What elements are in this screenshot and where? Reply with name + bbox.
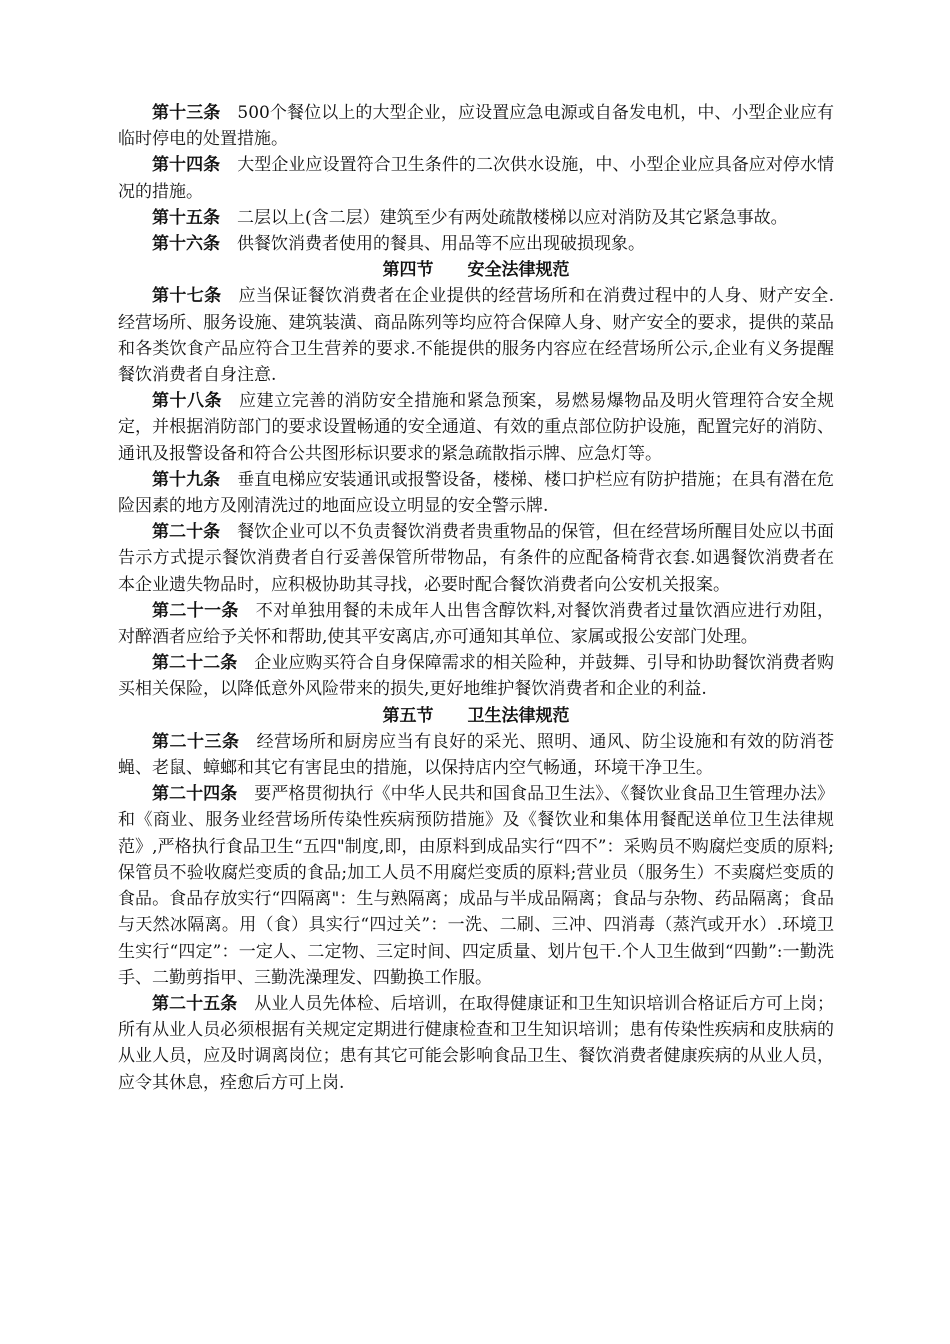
article-label: 第二十五条 [152, 993, 238, 1014]
article-label: 第二十条 [152, 522, 221, 543]
article-label: 第十五条 [152, 207, 220, 228]
article-13 [118, 100, 834, 152]
article-22 [118, 650, 834, 702]
section-number: 第五节 [382, 705, 434, 726]
section-heading-5 [118, 703, 834, 729]
article-label: 第十四条 [152, 155, 221, 176]
article-label: 第十三条 [152, 103, 221, 123]
article-23 [118, 729, 834, 781]
article-text: 从业人员先体检、后培训，在取得健康证和卫生知识培训合格证后方可上岗；所有从业人员必须根据有关规定定期进行健康检查和卫生知识培训；患有传染性疾病和皮肤病的从业人员，应及时调离岗位；患有其它可能会影响食品卫生、餐饮消费者健康疾病的从业人员，应令其休息，痊愈后方可上岗. [118, 993, 835, 1093]
article-15 [118, 205, 834, 231]
article-label: 第十六条 [152, 234, 220, 255]
article-label: 第二十四条 [152, 784, 238, 805]
article-label: 第二十三条 [152, 731, 240, 752]
article-20 [118, 519, 834, 598]
article-text: 500个餐位以上的大型企业，应设置应急电源或自备发电机，中、小型企业应有临时停电的处置措施。 [118, 103, 835, 150]
article-text: 要严格贯彻执行《中华人民共和国食品卫生法》、《餐饮业食品卫生管理办法》和《商业、服务业经营场所传染性疾病预防措施》及《餐饮业和集体用餐配送单位卫生法律规范》,严格执行食品卫生“五四"制度,即，由原料到成品实行“四不”：采购员不购腐烂变质的原料;保管员不验收腐烂变质的食品;加工人员不用腐烂变质的原料;营业员（服务生）不卖腐烂变质的食品。食品存放实行“四隔离"：生与熟隔离；成品与半成品隔离；食品与杂物、药品隔离；食品与天然冰隔离。用（食）具实行“四过关”：一洗、二刷、三冲、四消毒（蒸汽或开水）.环境卫生实行“四定”：一定人、二定物、三定时间、四定质量、划片包干.个人卫生做到“四勤”:一勤洗手、二勤剪指甲、三勤洗澡理发、四勤换工作服。 [118, 784, 835, 988]
article-17 [118, 283, 834, 388]
article-text: 经营场所和厨房应当有良好的采光、照明、通风、防尘设施和有效的防消苍蝇、老鼠、蟑螂和其它有害昆虫的措施，以保持店内空气畅通，环境干净卫生。 [118, 731, 835, 779]
document-page [118, 100, 834, 1096]
article-text: 应当保证餐饮消费者在企业提供的经营场所和在消费过程中的人身、财产安全.经营场所、服务设施、建筑装潢、商品陈列等均应符合保障人身、财产安全的要求，提供的菜品和各类饮食产品应符合卫生营养的要求.不能提供的服务内容应在经营场所公示,企业有义务提醒餐饮消费者自身注意. [118, 286, 835, 386]
article-label: 第二十二条 [152, 653, 238, 674]
article-text: 企业应购买符合自身保障需求的相关险种，并鼓舞、引导和协助餐饮消费者购买相关保险，以降低意外风险带来的损失,更好地维护餐饮消费者和企业的利益. [118, 653, 835, 700]
article-19 [118, 467, 834, 519]
article-label: 第十九条 [152, 469, 221, 490]
article-text: 供餐饮消费者使用的餐具、用品等不应出现破损现象。 [237, 234, 645, 255]
article-label: 第十七条 [152, 286, 222, 307]
section-number: 第四节 [382, 260, 434, 281]
article-text: 垂直电梯应安装通讯或报警设备，楼梯、楼口护栏应有防护措施；在具有潜在危险因素的地方及刚清洗过的地面应设立明显的安全警示牌. [118, 469, 835, 517]
article-21 [118, 598, 834, 650]
section-title: 安全法律规范 [467, 260, 570, 281]
article-text: 应建立完善的消防安全措施和紧急预案，易燃易爆物品及明火管理符合安全规定，并根据消防部门的要求设置畅通的安全通道、有效的重点部位防护设施，配置完好的消防、通讯及报警设备和符合公共图形标识要求的紧急疏散指示牌、应急灯等。 [118, 391, 835, 464]
article-25 [118, 991, 834, 1096]
article-text: 不对单独用餐的未成年人出售含醇饮料,对餐饮消费者过量饮酒应进行劝阻，对醉酒者应给予关怀和帮助,使其平安离店,亦可通知其单位、家属或报公安部门处理。 [118, 600, 835, 648]
article-text: 大型企业应设置符合卫生条件的二次供水设施，中、小型企业应具备应对停水情况的措施。 [118, 155, 835, 202]
article-label: 第二十一条 [152, 600, 239, 621]
article-18 [118, 388, 834, 467]
section-title: 卫生法律规范 [467, 705, 570, 726]
article-label: 第十八条 [152, 391, 223, 412]
article-16 [118, 231, 834, 257]
article-24 [118, 781, 834, 991]
section-heading-4 [118, 257, 834, 283]
article-14 [118, 152, 834, 204]
article-text: 餐饮企业可以不负责餐饮消费者贵重物品的保管，但在经营场所醒目处应以书面告示方式提示餐饮消费者自行妥善保管所带物品，有条件的应配备椅背衣套.如遇餐饮消费者在本企业遗失物品时，应积极协助其寻找，必要时配合餐饮消费者向公安机关报案。 [118, 522, 835, 595]
article-text: 二层以上(含二层）建筑至少有两处疏散楼梯以应对消防及其它紧急事故。 [237, 207, 788, 228]
